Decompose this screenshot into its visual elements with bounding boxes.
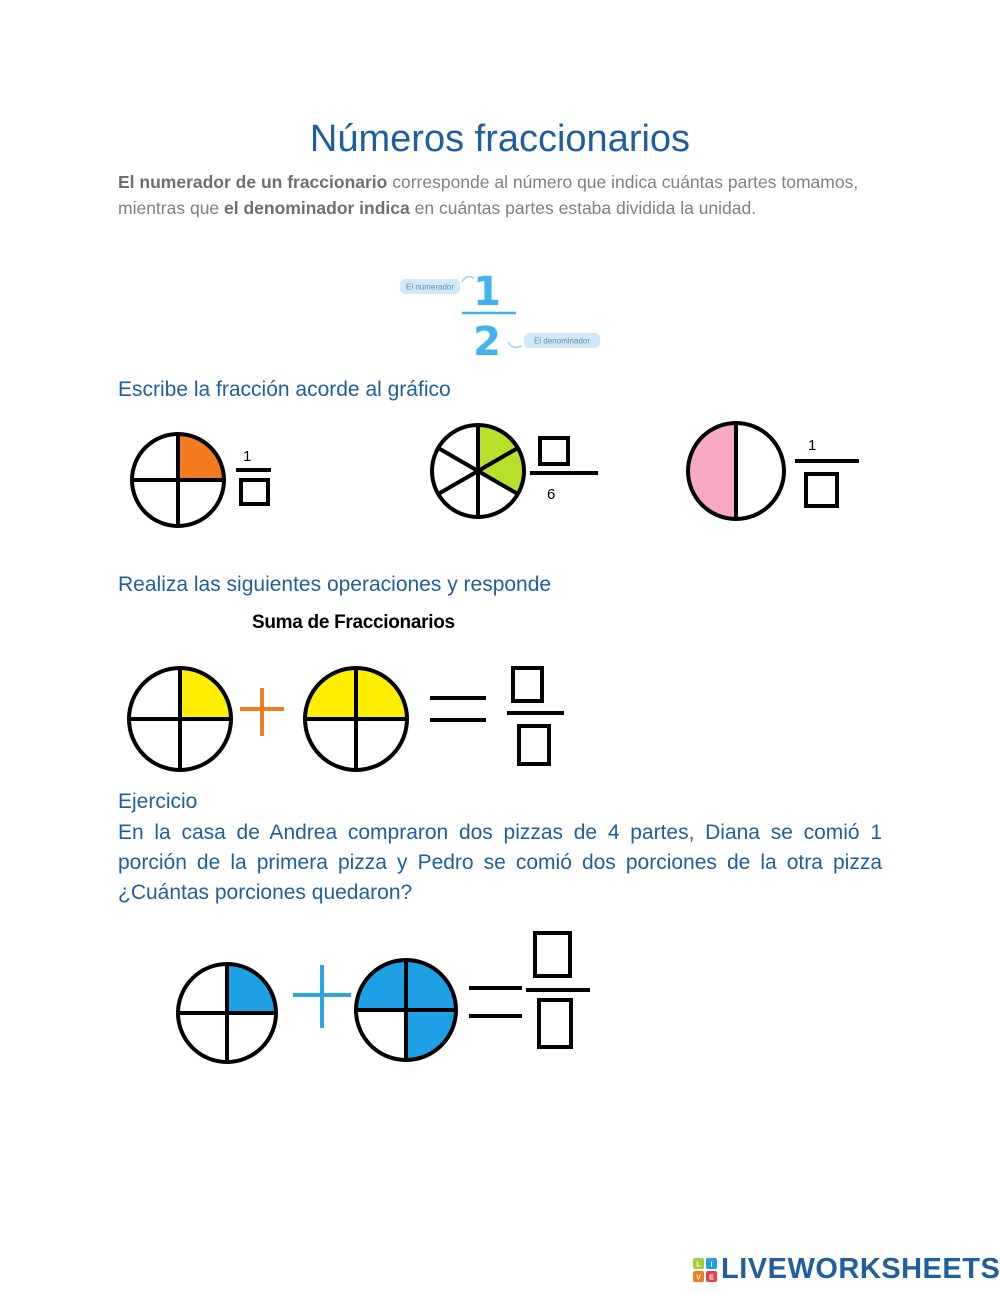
fraction-diagram [396,262,606,362]
denominator-label: El denominador [533,336,591,346]
numerator-label: El numerador [405,282,455,292]
exercise-fraction-bar [526,988,590,992]
plus-icon [236,684,288,740]
sum-circle-right [300,664,412,776]
sum-circle-left [124,664,236,776]
sum-title: Suma de Fraccionarios [252,612,455,633]
circle-sixths-green [426,422,526,522]
exercise-numerator-input[interactable] [533,931,572,978]
fraction-1-numerator: 1 [243,448,252,465]
sum-numerator-input[interactable] [511,666,544,703]
exercise-circle-left [174,960,282,1068]
exercise-denominator-input[interactable] [537,998,573,1049]
intro-bold-denominator: el denominador indica [224,198,410,218]
fraction-1-bar [236,468,271,472]
denominator-connector [508,342,522,347]
fraction-2-denominator: 6 [547,486,556,503]
sum-fraction-bar [507,711,564,715]
sum-denominator-input[interactable] [517,724,551,766]
exercise-heading: Ejercicio [118,790,198,813]
fraction-3-bar [795,459,859,463]
fraction-3-numerator: 1 [808,437,817,454]
fraction-3-denominator-input[interactable] [804,472,839,508]
exercise-text: En la casa de Andrea compraron dos pizzas de 4 partes, Diana se comió 1 porción de la primera pizza y Pedro se comió dos porciones de la otra pizza ¿Cuántas porciones quedaron? [118,821,882,904]
fraction-1-denominator-input[interactable] [239,478,270,506]
logo-letter-4: E [709,1274,714,1282]
page-title: Números fraccionarios [309,118,691,160]
fraction-2-numerator-input[interactable] [538,436,570,466]
shaded-half [688,423,736,519]
circle-quarters-orange [128,432,228,532]
intro-text-1: corresponde al número que indica cuántas partes tomamos, mientras que [118,172,859,218]
equals-icon [428,690,490,728]
intro-bold-numerator: El numerador de un fraccionario [118,172,388,192]
section-1-heading: Escribe la fracción acorde al gráfico [118,378,451,401]
diagram-numerator: 1 [473,269,501,315]
intro-paragraph [118,169,888,221]
diagram-denominator: 2 [473,319,501,362]
fraction-2-bar [530,471,598,475]
intro-text-2: en cuántas partes estaba dividida la unidad. [409,198,757,218]
logo-letter-1: L [696,1261,701,1269]
brand-name: LIVEWORKSHEETS [721,1253,1000,1285]
exercise-plus-icon [290,962,354,1030]
logo-letter-3: V [696,1274,701,1282]
circle-halves-pink [684,420,788,524]
exercise-equals-icon [466,980,526,1024]
logo-letter-2: I [710,1261,713,1269]
logo-icon [693,1258,719,1284]
exercise-circle-right [352,956,462,1066]
section-2-heading: Realiza las siguientes operaciones y responde [118,573,552,596]
